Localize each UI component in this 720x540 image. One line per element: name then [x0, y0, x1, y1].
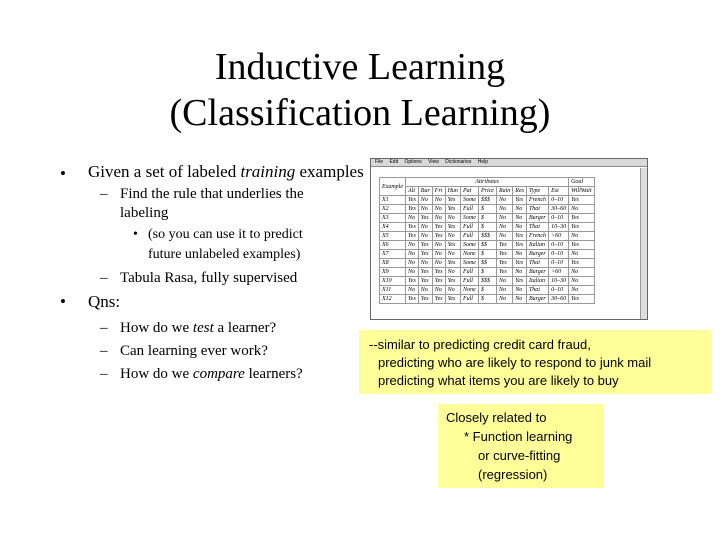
- table-cell: Yes: [418, 241, 432, 250]
- table-cell: No: [406, 259, 419, 268]
- menu-item: Help: [477, 159, 489, 165]
- table-cell: No: [445, 250, 460, 259]
- emphasis-test: test: [192, 320, 214, 336]
- table-cell: X7: [380, 250, 406, 259]
- table-cell: Yes: [432, 295, 445, 304]
- table-cell: Yes: [418, 268, 432, 277]
- callout-line: or curve-fitting: [478, 448, 561, 463]
- table-cell: Italian: [526, 241, 548, 250]
- menu-item: View: [428, 159, 439, 165]
- callout-line: predicting who are likely to respond to junk mail: [378, 355, 652, 370]
- dataset-screenshot: [370, 158, 648, 320]
- table-cell: No: [432, 205, 445, 214]
- table-cell: No: [569, 286, 594, 295]
- table-row: [380, 295, 595, 304]
- table-cell: No: [513, 286, 527, 295]
- table-cell: Full: [460, 232, 478, 241]
- table-cell: $$: [478, 241, 496, 250]
- table-row: [380, 214, 595, 223]
- table-cell: None: [460, 286, 478, 295]
- title-line-1: Inductive Learning: [214, 46, 506, 88]
- header-attributes: Attributes: [406, 178, 569, 187]
- callout-line: * Function learning: [464, 429, 573, 444]
- table-cell: >60: [549, 268, 569, 277]
- table-cell: Burger: [526, 250, 548, 259]
- table-cell: X12: [380, 295, 406, 304]
- table-cell: No: [432, 250, 445, 259]
- table-cell: No: [418, 232, 432, 241]
- table-cell: Yes: [513, 196, 527, 205]
- sub-find-rule-2: labeling: [120, 205, 169, 221]
- table-cell: Some: [460, 214, 478, 223]
- column-header: Est: [549, 187, 569, 196]
- callout-line: Closely related to: [446, 410, 547, 425]
- subsub-predict-2: future unlabeled examples): [148, 247, 301, 262]
- table-cell: X8: [380, 259, 406, 268]
- table-cell: Yes: [418, 214, 432, 223]
- column-header: Alt: [406, 187, 419, 196]
- table-cell: Yes: [513, 277, 527, 286]
- table-cell: Yes: [513, 232, 527, 241]
- table-cell: 0–10: [549, 241, 569, 250]
- table-cell: No: [432, 286, 445, 295]
- text: examples: [295, 162, 364, 181]
- callout-line: (regression): [478, 467, 548, 482]
- table-row: [380, 277, 595, 286]
- table-cell: No: [513, 250, 527, 259]
- table-cell: No: [569, 250, 594, 259]
- table-cell: Yes: [445, 196, 460, 205]
- table-cell: Yes: [406, 277, 419, 286]
- bullet-marker: •: [60, 292, 66, 311]
- table-cell: Yes: [418, 250, 432, 259]
- table-cell: No: [496, 205, 512, 214]
- column-header: Fri: [432, 187, 445, 196]
- column-header: Type: [526, 187, 548, 196]
- table-cell: Yes: [432, 277, 445, 286]
- table-cell: 10–30: [549, 223, 569, 232]
- table-row: [380, 223, 595, 232]
- table-cell: 0–10: [549, 259, 569, 268]
- table-cell: Some: [460, 241, 478, 250]
- table-cell: No: [432, 259, 445, 268]
- table-cell: No: [406, 241, 419, 250]
- table-cell: Yes: [569, 223, 594, 232]
- table-cell: No: [513, 205, 527, 214]
- table-cell: Yes: [406, 295, 419, 304]
- bullet-given: [88, 162, 364, 182]
- emphasis-compare: compare: [192, 366, 245, 382]
- table-cell: Yes: [569, 295, 594, 304]
- table-cell: $: [478, 205, 496, 214]
- table-cell: Burger: [526, 295, 548, 304]
- sub-compare-learners: [120, 364, 303, 384]
- table-group-header: [380, 178, 595, 187]
- table-cell: Yes: [496, 259, 512, 268]
- table-cell: No: [496, 214, 512, 223]
- text: How do we: [120, 320, 193, 336]
- table-cell: Thai: [526, 205, 548, 214]
- table-cell: French: [526, 196, 548, 205]
- table-cell: X1: [380, 196, 406, 205]
- table-cell: None: [460, 250, 478, 259]
- table-cell: Yes: [432, 268, 445, 277]
- subsub-predict-1: (so you can use it to predict: [148, 227, 303, 242]
- table-cell: $: [478, 214, 496, 223]
- table-cell: Yes: [569, 214, 594, 223]
- sub-test-learner: [120, 318, 276, 338]
- table-cell: Yes: [418, 295, 432, 304]
- table-cell: 30–60: [549, 295, 569, 304]
- bullet-marker: •: [60, 164, 66, 183]
- table-cell: Yes: [445, 223, 460, 232]
- table-cell: Yes: [445, 259, 460, 268]
- column-header: Pat: [460, 187, 478, 196]
- table-cell: $$: [478, 259, 496, 268]
- callout-line: predicting what items you are likely to buy: [378, 373, 619, 388]
- dataset-table: [379, 177, 595, 304]
- menu-item: Dictionaries: [445, 159, 472, 165]
- header-goal: Goal: [569, 178, 594, 187]
- table-row: [380, 250, 595, 259]
- callout-applications: [359, 330, 711, 394]
- sub-tabula-rasa: Tabula Rasa, fully supervised: [120, 270, 298, 286]
- table-cell: Full: [460, 295, 478, 304]
- text: a learner?: [213, 320, 277, 336]
- table-cell: No: [432, 196, 445, 205]
- screenshot-scrollbar: [640, 168, 647, 319]
- table-cell: Full: [460, 223, 478, 232]
- table-row: [380, 196, 595, 205]
- table-cell: No: [513, 214, 527, 223]
- table-cell: No: [432, 214, 445, 223]
- sub-find-rule-1: Find the rule that underlies the: [120, 186, 304, 202]
- table-cell: Yes: [445, 205, 460, 214]
- table-cell: No: [445, 286, 460, 295]
- callout-line: --similar to predicting credit card fraud,: [369, 337, 591, 352]
- table-column-header: [380, 187, 595, 196]
- bullet-marker: •: [133, 227, 138, 242]
- dash-marker: –: [100, 320, 108, 336]
- table-cell: No: [418, 223, 432, 232]
- table-cell: Yes: [432, 223, 445, 232]
- text: How do we: [120, 366, 193, 382]
- emphasis-training: training: [240, 162, 296, 181]
- title-line-2: (Classification Learning): [169, 92, 551, 134]
- table-cell: $: [478, 268, 496, 277]
- table-cell: Yes: [569, 196, 594, 205]
- column-header: WillWait: [569, 187, 594, 196]
- table-cell: No: [445, 268, 460, 277]
- column-header: Res: [513, 187, 527, 196]
- table-cell: No: [418, 286, 432, 295]
- table-cell: Yes: [569, 259, 594, 268]
- table-cell: $$$: [478, 277, 496, 286]
- table-cell: No: [513, 295, 527, 304]
- table-cell: No: [418, 259, 432, 268]
- table-cell: Yes: [496, 241, 512, 250]
- screenshot-menubar: [371, 159, 647, 167]
- table-cell: No: [418, 196, 432, 205]
- table-cell: $: [478, 286, 496, 295]
- dash-marker: –: [100, 270, 108, 286]
- table-cell: 0–10: [549, 196, 569, 205]
- table-cell: Some: [460, 196, 478, 205]
- column-header: Bar: [418, 187, 432, 196]
- table-cell: Yes: [418, 277, 432, 286]
- table-cell: 10–30: [549, 277, 569, 286]
- table-row: [380, 241, 595, 250]
- table-row: [380, 232, 595, 241]
- table-cell: 0–10: [549, 286, 569, 295]
- table-cell: Yes: [445, 295, 460, 304]
- table-cell: Yes: [513, 259, 527, 268]
- table-cell: No: [406, 268, 419, 277]
- table-cell: 0–10: [549, 250, 569, 259]
- table-cell: No: [496, 286, 512, 295]
- bullet-qns: Qns:: [88, 292, 121, 311]
- table-cell: Yes: [406, 223, 419, 232]
- text: learners?: [244, 366, 303, 382]
- sub-learning-work: Can learning ever work?: [120, 343, 268, 359]
- table-cell: $: [478, 250, 496, 259]
- table-cell: No: [569, 268, 594, 277]
- table-cell: No: [496, 223, 512, 232]
- table-cell: Thai: [526, 223, 548, 232]
- table-cell: Full: [460, 205, 478, 214]
- text: Given a set of labeled: [88, 162, 241, 181]
- table-cell: X5: [380, 232, 406, 241]
- dash-marker: –: [100, 186, 108, 202]
- table-cell: X4: [380, 223, 406, 232]
- table-cell: X3: [380, 214, 406, 223]
- column-header: Price: [478, 187, 496, 196]
- table-cell: X10: [380, 277, 406, 286]
- menu-item: File: [375, 159, 384, 165]
- table-cell: No: [496, 295, 512, 304]
- table-cell: No: [496, 232, 512, 241]
- table-cell: No: [445, 214, 460, 223]
- table-cell: Some: [460, 259, 478, 268]
- table-cell: $: [478, 223, 496, 232]
- column-header: Hun: [445, 187, 460, 196]
- table-cell: Yes: [569, 241, 594, 250]
- table-cell: Yes: [406, 196, 419, 205]
- table-cell: No: [418, 205, 432, 214]
- table-cell: $$$: [478, 196, 496, 205]
- table-cell: Yes: [496, 250, 512, 259]
- table-cell: No: [432, 241, 445, 250]
- table-row: [380, 268, 595, 277]
- table-cell: Burger: [526, 214, 548, 223]
- table-cell: Thai: [526, 286, 548, 295]
- table-cell: Yes: [432, 232, 445, 241]
- table-cell: 30–60: [549, 205, 569, 214]
- table-cell: $$$: [478, 232, 496, 241]
- table-cell: No: [406, 286, 419, 295]
- table-cell: Yes: [445, 241, 460, 250]
- menu-item: Options: [404, 159, 422, 165]
- dash-marker: –: [100, 343, 108, 359]
- table-cell: Yes: [496, 268, 512, 277]
- column-header: Rain: [496, 187, 512, 196]
- table-cell: >60: [549, 232, 569, 241]
- table-row: [380, 205, 595, 214]
- table-cell: Thai: [526, 259, 548, 268]
- table-cell: X6: [380, 241, 406, 250]
- table-cell: No: [569, 205, 594, 214]
- table-cell: No: [496, 196, 512, 205]
- table-cell: No: [496, 277, 512, 286]
- table-cell: Yes: [406, 232, 419, 241]
- table-cell: No: [406, 214, 419, 223]
- table-cell: No: [513, 223, 527, 232]
- table-cell: No: [569, 232, 594, 241]
- callout-related: [438, 404, 604, 488]
- table-row: [380, 259, 595, 268]
- table-cell: Yes: [406, 205, 419, 214]
- table-cell: Full: [460, 277, 478, 286]
- table-cell: No: [406, 250, 419, 259]
- table-cell: Full: [460, 268, 478, 277]
- table-cell: Yes: [445, 277, 460, 286]
- table-cell: X9: [380, 268, 406, 277]
- table-cell: No: [445, 232, 460, 241]
- table-cell: X11: [380, 286, 406, 295]
- slide-title: [0, 44, 720, 136]
- table-cell: No: [569, 277, 594, 286]
- table-cell: French: [526, 232, 548, 241]
- table-row: [380, 286, 595, 295]
- table-cell: No: [513, 268, 527, 277]
- menu-item: Edit: [389, 159, 399, 165]
- table-cell: Italian: [526, 277, 548, 286]
- dash-marker: –: [100, 366, 108, 382]
- header-example: Example: [380, 178, 406, 196]
- table-cell: Burger: [526, 268, 548, 277]
- table-cell: X2: [380, 205, 406, 214]
- table-cell: Yes: [513, 241, 527, 250]
- table-cell: 0–10: [549, 214, 569, 223]
- table-cell: $: [478, 295, 496, 304]
